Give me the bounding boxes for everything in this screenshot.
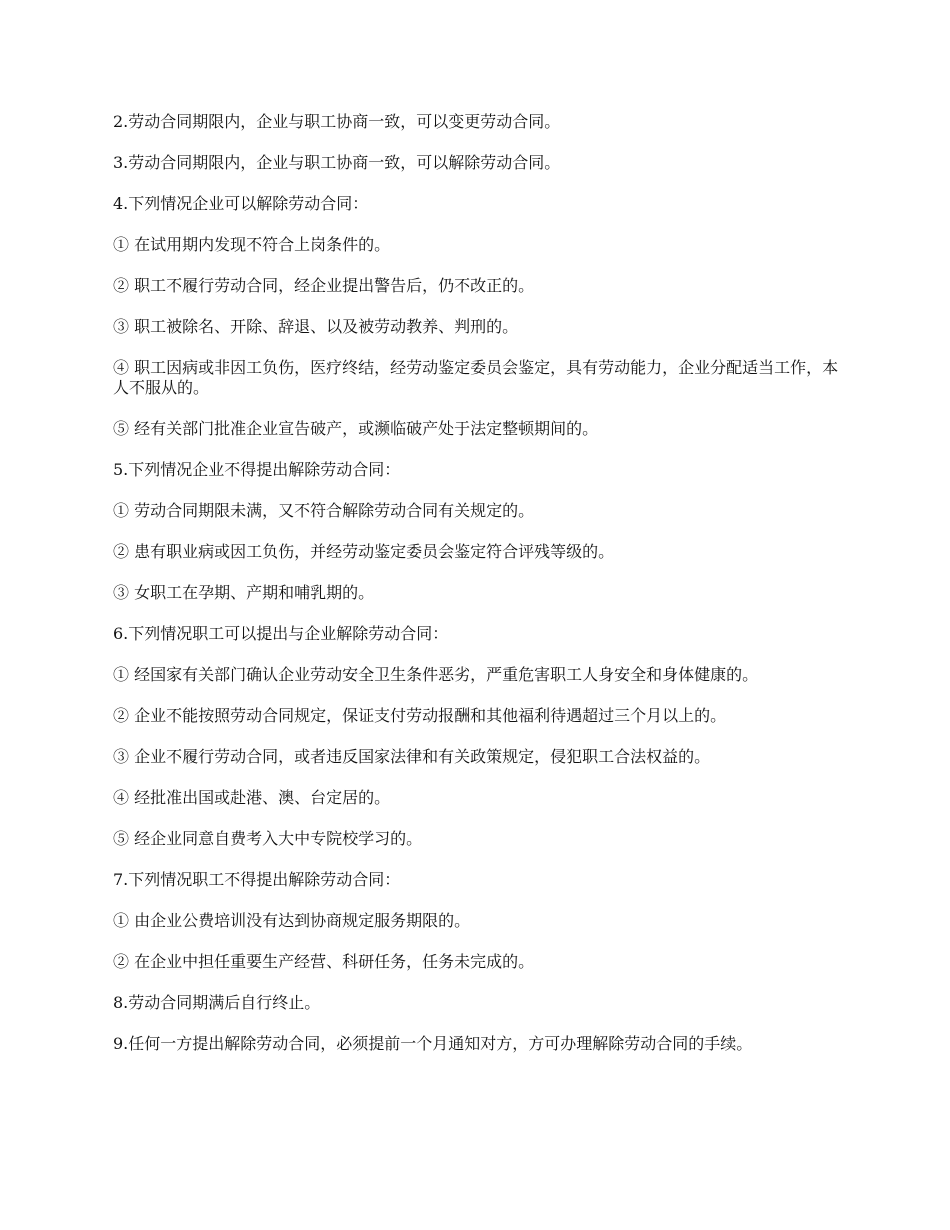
document-body — [113, 112, 848, 1075]
paragraph: 9.任何一方提出解除劳动合同，必须提前一个月通知对方，方可办理解除劳动合同的手续。 — [113, 1034, 753, 1053]
list-item: ② 在企业中担任重要生产经营、科研任务，任务未完成的。 — [113, 952, 535, 971]
list-item: ③ 女职工在孕期、产期和哺乳期的。 — [113, 583, 375, 602]
paragraph: 3.劳动合同期限内，企业与职工协商一致，可以解除劳动合同。 — [113, 153, 561, 172]
section-heading: 5.下列情况企业不得提出解除劳动合同： — [113, 460, 401, 479]
list-item: ② 患有职业病或因工负伤，并经劳动鉴定委员会鉴定符合评残等级的。 — [113, 542, 615, 561]
list-item: ④ 经批准出国或赴港、澳、台定居的。 — [113, 788, 391, 807]
section-heading: 7.下列情况职工不得提出解除劳动合同： — [113, 870, 401, 889]
list-item: ② 企业不能按照劳动合同规定，保证支付劳动报酬和其他福利待遇超过三个月以上的。 — [113, 706, 727, 725]
list-item: ① 劳动合同期限未满，又不符合解除劳动合同有关规定的。 — [113, 501, 535, 520]
list-item: ① 经国家有关部门确认企业劳动安全卫生条件恶劣，严重危害职工人身安全和身体健康的。 — [113, 665, 759, 684]
paragraph: 8.劳动合同期满后自行终止。 — [113, 993, 321, 1012]
list-item: ⑤ 经有关部门批准企业宣告破产，或濒临破产处于法定整顿期间的。 — [113, 419, 599, 438]
list-item: ① 由企业公费培训没有达到协商规定服务期限的。 — [113, 911, 471, 930]
list-item: ③ 职工被除名、开除、辞退、以及被劳动教养、判刑的。 — [113, 317, 519, 336]
paragraph: 2.劳动合同期限内，企业与职工协商一致，可以变更劳动合同。 — [113, 112, 561, 131]
list-item: ② 职工不履行劳动合同，经企业提出警告后，仍不改正的。 — [113, 276, 535, 295]
list-item: ① 在试用期内发现不符合上岗条件的。 — [113, 235, 391, 254]
section-heading: 4.下列情况企业可以解除劳动合同： — [113, 194, 369, 213]
section-heading: 6.下列情况职工可以提出与企业解除劳动合同： — [113, 624, 449, 643]
list-item: ⑤ 经企业同意自费考入大中专院校学习的。 — [113, 829, 423, 848]
list-item: ④ 职工因病或非因工负伤，医疗终结，经劳动鉴定委员会鉴定，具有劳动能力，企业分配适当工作，本人不服从的。 — [113, 358, 839, 397]
list-item: ③ 企业不履行劳动合同，或者违反国家法律和有关政策规定，侵犯职工合法权益的。 — [113, 747, 711, 766]
